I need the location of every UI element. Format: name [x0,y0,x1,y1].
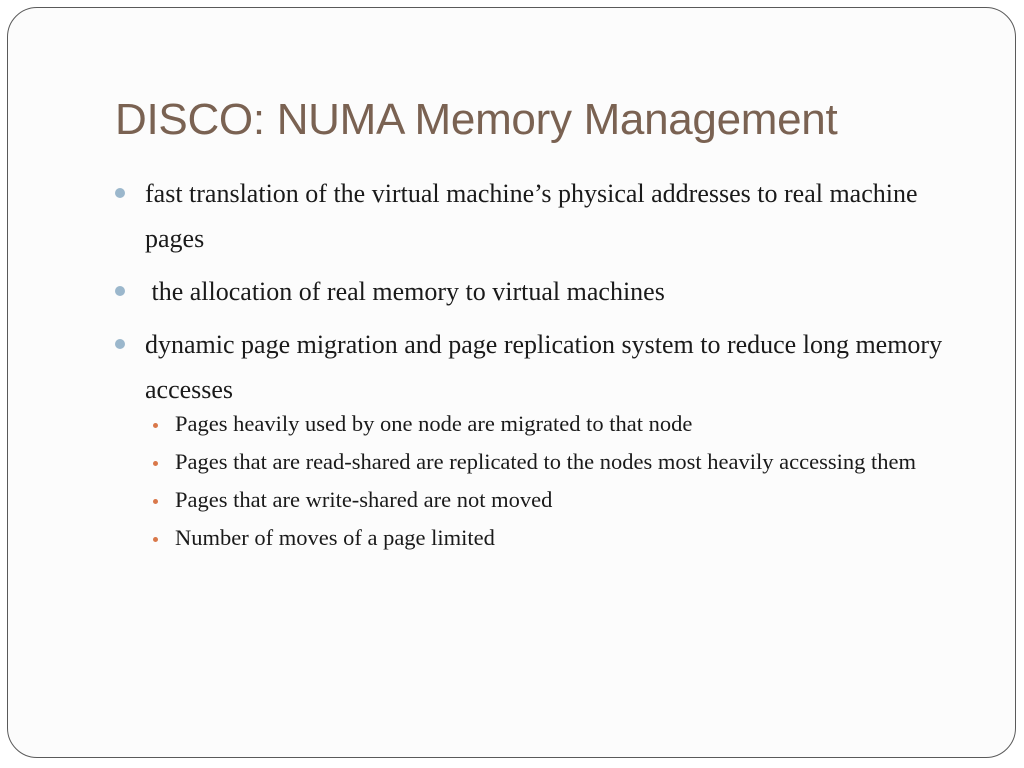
sub-bullet-dot-icon [153,461,158,466]
bullet-item [114,322,964,554]
bullet-dot-icon [115,286,125,296]
bullet-item [114,269,964,314]
sub-bullet-item [145,484,964,516]
bullet-text: the allocation of real memory to virtual machines [145,277,665,306]
sub-bullet-dot-icon [153,499,158,504]
slide-frame [7,7,1016,758]
sub-bullet-dot-icon [153,537,158,542]
sub-bullet-item [145,446,964,478]
sub-bullet-text: Pages that are write-shared are not moved [175,487,553,512]
bullet-item [114,171,964,261]
bullet-text: fast translation of the virtual machine’s physical addresses to real machine pages [145,179,918,253]
sub-bullet-item [145,408,964,440]
sub-bullet-text: Pages heavily used by one node are migrated to that node [175,411,693,436]
slide-title: DISCO: NUMA Memory Management [115,95,838,144]
sub-bullet-text: Number of moves of a page limited [175,525,495,550]
sub-bullet-list [145,408,964,554]
sub-bullet-text: Pages that are read-shared are replicated to the nodes most heavily accessing them [175,449,916,474]
bullet-text: dynamic page migration and page replication system to reduce long memory accesses [145,330,943,404]
sub-bullet-dot-icon [153,423,158,428]
bullet-dot-icon [115,339,125,349]
bullet-dot-icon [115,188,125,198]
bullet-list [114,171,964,562]
sub-bullet-item [145,522,964,554]
